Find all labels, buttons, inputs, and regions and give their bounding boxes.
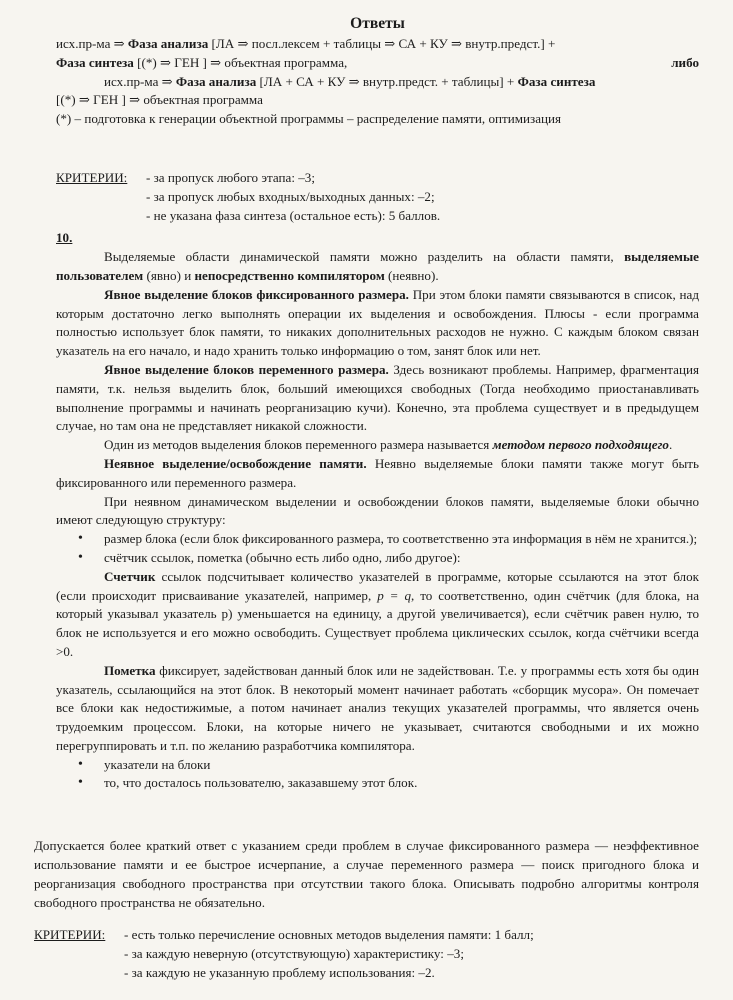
flow-line-2 bbox=[56, 54, 699, 73]
flow-text: [ЛА ⇒ посл.лексем + таблицы ⇒ СА + КУ ⇒ внутр.предст.] + bbox=[208, 36, 556, 51]
criteria-item: - не указана фаза синтеза (остальное есть): 5 баллов. bbox=[146, 207, 441, 223]
criteria-item: - за каждую не указанную проблему использования: –2. bbox=[124, 965, 435, 981]
criteria-list bbox=[124, 926, 699, 982]
paragraph-intro bbox=[56, 248, 699, 286]
text: (явно) и bbox=[143, 267, 195, 283]
criteria-block-2 bbox=[34, 926, 699, 982]
emphasis-term: методом первого подходящего bbox=[492, 437, 669, 453]
text: При этом блоки памяти связываются в список, над которым достаточно легко выполнять операции их выделения и освобождения. Плюсы - если программа полностью использует блок памяти, то никаких дополнительных расходов не нужно. С каждым блоком связан указатель на его начало, и надо хранить только информацию о том, занят блок или нет. bbox=[56, 286, 699, 359]
list-item: • указатели на блоки bbox=[104, 756, 699, 775]
paragraph-first-fit bbox=[56, 436, 699, 455]
text: ссылок подсчитывает количество указателей в программе, которые ссылаются на этот блок (если происходит присваивание указателей, например, bbox=[56, 568, 699, 603]
text: фиксирует, задействован данный блок или не задействован. Т.е. у программы есть хотя бы один указатель, ссылающийся на этот блок. В некоторый момент начинает работать «сборщик мусора». Он помечает все блоки как недостижимые, а потом начинает анализ текущих указателей программы, что является очень трудоемким процессом. Блоки, на которые ничего не указывает, считаются свободными и их можно перегруппировать и т.п. по желанию разработчика компилятора. bbox=[56, 662, 699, 753]
flow-footnote: (*) – подготовка к генерации объектной программы – распределение памяти, оптимизация bbox=[56, 111, 562, 127]
flow-text: [ЛА + СА + КУ ⇒ внутр.предст. + таблицы] + bbox=[256, 73, 518, 89]
bullet-list-2 bbox=[56, 756, 699, 794]
answer-sheet bbox=[34, 14, 700, 983]
flow-line-1 bbox=[56, 35, 699, 54]
paragraph-counter bbox=[56, 568, 699, 662]
compiler-phases-block bbox=[56, 35, 699, 129]
paragraph-short-answer: Допускается более краткий ответ с указанием среди проблем в случае фиксированного размера — неэффективное использование памяти и ее быстрое исчерпание, а случае переменного размера — поиск пригодного блока и реорганизация свободного пространства при отсутствии такого блока. Описывать подробно алгоритмы контроля свободного пространства не обязательно. bbox=[34, 838, 699, 910]
text: Неявно выделяемые блоки памяти также могут быть фиксированного или переменного размера. bbox=[56, 455, 699, 490]
paragraph-heading: Неявное выделение/освобождение памяти. bbox=[104, 455, 367, 471]
list-item: • счётчик ссылок, пометка (обычно есть либо одно, либо другое): bbox=[104, 549, 699, 568]
list-item: • то, что досталось пользователю, заказавшему этот блок. bbox=[104, 774, 699, 793]
text: Один из методов выделения блоков переменного размера называется bbox=[104, 437, 493, 453]
bullet-list-1 bbox=[56, 530, 699, 568]
paragraph-heading: Пометка bbox=[104, 662, 156, 678]
paragraph-variable-size bbox=[56, 361, 699, 436]
criteria-item: - есть только перечисление основных методов выделения памяти: 1 балл; bbox=[124, 927, 534, 943]
criteria-label: КРИТЕРИИ: bbox=[56, 169, 128, 185]
paragraph-fixed-size bbox=[56, 286, 699, 361]
paragraph-structure: При неявном динамическом выделении и освобождении блоков памяти, выделяемые блоки обычно имеют следующую структуру: bbox=[56, 493, 699, 528]
criteria-item: - за каждую неверную (отсутствующую) характеристику: –3; bbox=[124, 946, 464, 962]
bold-term: непосредственно компилятором bbox=[194, 267, 385, 283]
text: Выделяемые области динамической памяти можно разделить на области памяти, bbox=[104, 249, 625, 265]
or-label: либо bbox=[671, 54, 699, 70]
paragraph-mark bbox=[56, 662, 699, 756]
criteria-block-1 bbox=[56, 169, 699, 225]
phase-analysis-label: Фаза анализа bbox=[175, 73, 257, 89]
text: (неявно). bbox=[384, 267, 439, 283]
phase-synthesis-label: Фаза синтеза bbox=[517, 73, 596, 89]
text: , то соответственно, один счётчик (для блока, на который указывал указатель p) уменьшается на единицу, а другой увеличивается), если счётчик равен нулю, то блок не используется и его можно освободить. Существует проблема циклических ссылок, когда счётчики всегда >0. bbox=[56, 587, 700, 659]
list-item: • размер блока (если блок фиксированного размера, то соответственно эта информация в нём не хранится.); bbox=[104, 530, 699, 549]
bold-term: выделяемые пользователем bbox=[56, 249, 699, 283]
criteria-label: КРИТЕРИИ: bbox=[34, 927, 106, 943]
phase-synthesis-label: Фаза синтеза bbox=[56, 54, 134, 70]
paragraph-heading: Явное выделение блоков переменного размера. bbox=[104, 361, 389, 377]
flow-text: исх.пр-ма ⇒ bbox=[104, 73, 176, 89]
paragraph-implicit bbox=[56, 455, 699, 493]
flow-text: [(*) ⇒ ГЕН ] ⇒ объектная программа, bbox=[133, 54, 348, 70]
text: Здесь возникают проблемы. Например, фрагментация памяти, т.к. нельзя выделить блок, больший имеющихся свободных (Тогда необходимо приостанавливать выполнение программы и начинать реорганизацию кучи). Конечно, эта проблема существует и в предыдущем случае, но там она не представляет никакой сложности. bbox=[56, 361, 700, 434]
paragraph-heading: Счетчик bbox=[104, 568, 156, 584]
section-number: 10. bbox=[56, 230, 73, 246]
criteria-item: - за пропуск любого этапа: –3; bbox=[146, 169, 315, 185]
formula: p = q bbox=[377, 587, 412, 603]
flow-text: исх.пр-ма ⇒ bbox=[56, 36, 128, 51]
criteria-list bbox=[146, 169, 699, 225]
flow-line-4: [(*) ⇒ ГЕН ] ⇒ объектная программа bbox=[56, 92, 263, 108]
phase-analysis-label: Фаза анализа bbox=[127, 36, 209, 51]
criteria-item: - за пропуск любых входных/выходных данных: –2; bbox=[146, 188, 435, 204]
text: . bbox=[668, 437, 673, 453]
page-title: Ответы bbox=[350, 15, 405, 32]
flow-line-3 bbox=[56, 73, 699, 92]
paragraph-heading: Явное выделение блоков фиксированного размера. bbox=[104, 286, 409, 302]
